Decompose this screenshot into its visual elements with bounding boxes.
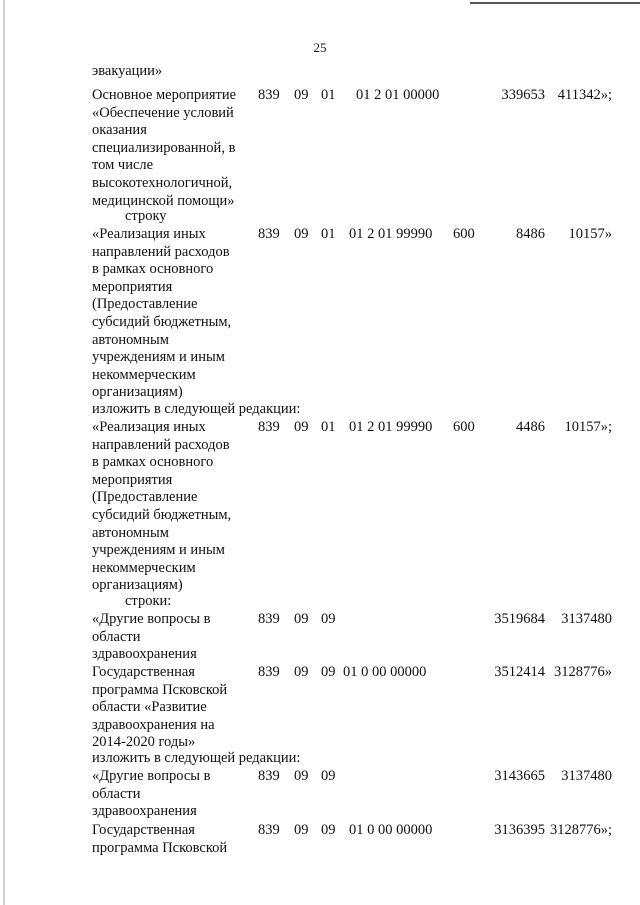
cell-pr: 09 bbox=[321, 768, 336, 784]
cell-csr: 01 0 00 00000 bbox=[349, 822, 433, 838]
cell-vr: 600 bbox=[453, 419, 475, 435]
scan-edge-top bbox=[470, 2, 640, 4]
cell-sum-2: 411342»; bbox=[557, 87, 612, 103]
cell-sum-1: 3143665 bbox=[494, 768, 545, 784]
cell-sum-2: 3128776»; bbox=[549, 822, 612, 838]
cell-sum-2: 3137480 bbox=[561, 768, 612, 784]
cell-rz: 09 bbox=[294, 611, 309, 627]
cell-pr: 01 bbox=[321, 226, 336, 242]
cell-sum-2: 3137480 bbox=[561, 611, 612, 627]
caption-stroku: строку bbox=[125, 208, 167, 224]
cell-rz: 09 bbox=[294, 664, 309, 680]
cell-rz: 09 bbox=[294, 419, 309, 435]
cell-gr: 839 bbox=[258, 87, 280, 103]
cell-sum-1: 4486 bbox=[516, 419, 545, 435]
caption-stroki: строки: bbox=[125, 593, 172, 609]
page-number: 25 bbox=[313, 40, 327, 55]
cell-gr: 839 bbox=[258, 611, 280, 627]
row-name: Государственная программа Псковской области «Развитие здравоохранения на 2014-2020 годы» bbox=[92, 664, 228, 751]
cell-rz: 09 bbox=[294, 226, 309, 242]
cell-pr: 09 bbox=[321, 611, 336, 627]
cell-sum-2: 10157»; bbox=[564, 419, 612, 435]
cell-sum-1: 3136395 bbox=[494, 822, 545, 838]
cell-csr: 01 2 01 00000 bbox=[356, 87, 440, 103]
cell-pr: 01 bbox=[321, 419, 336, 435]
cell-rz: 09 bbox=[294, 768, 309, 784]
row-name: «Реализация иных направлений расходов в рамках основного мероприятия (Предоставление субсидий бюджетным, автономным учреждениям и иным некоммерческим организациям) bbox=[92, 226, 232, 401]
cell-gr: 839 bbox=[258, 768, 280, 784]
cell-sum-1: 3519684 bbox=[494, 611, 545, 627]
cell-sum-1: 339653 bbox=[501, 87, 545, 103]
row-name: «Другие вопросы в области здравоохранения bbox=[92, 768, 211, 820]
cell-sum-1: 3512414 bbox=[494, 664, 545, 680]
cell-rz: 09 bbox=[294, 87, 309, 103]
cell-gr: 839 bbox=[258, 822, 280, 838]
cell-pr: 09 bbox=[321, 822, 336, 838]
cell-csr: 01 0 00 00000 bbox=[343, 664, 427, 680]
cell-csr: 01 2 01 99990 bbox=[349, 419, 433, 435]
cell-gr: 839 bbox=[258, 664, 280, 680]
row-name: «Другие вопросы в области здравоохранения bbox=[92, 611, 211, 663]
scan-edge-left bbox=[3, 0, 5, 905]
cell-gr: 839 bbox=[258, 226, 280, 242]
cell-pr: 09 bbox=[321, 664, 336, 680]
cell-sum-2: 10157» bbox=[568, 226, 612, 242]
caption-izlozhit: изложить в следующей редакции: bbox=[92, 750, 301, 766]
cell-gr: 839 bbox=[258, 419, 280, 435]
row-name: «Реализация иных направлений расходов в рамках основного мероприятия (Предоставление субсидий бюджетным, автономным учреждениям и иным некоммерческим организациям) bbox=[92, 419, 232, 594]
cell-vr: 600 bbox=[453, 226, 475, 242]
row-name: Государственная программа Псковской bbox=[92, 822, 228, 856]
caption-izlozhit: изложить в следующей редакции: bbox=[92, 401, 301, 417]
cell-pr: 01 bbox=[321, 87, 336, 103]
row-name: Основное мероприятие «Обеспечение условий оказания специализированной, в том числе высокотехнологичной, медицинской помощи» bbox=[92, 87, 237, 209]
cell-csr: 01 2 01 99990 bbox=[349, 226, 433, 242]
cell-rz: 09 bbox=[294, 822, 309, 838]
cell-sum-1: 8486 bbox=[516, 226, 545, 242]
row-name: эвакуации» bbox=[92, 63, 163, 79]
cell-sum-2: 3128776» bbox=[554, 664, 612, 680]
